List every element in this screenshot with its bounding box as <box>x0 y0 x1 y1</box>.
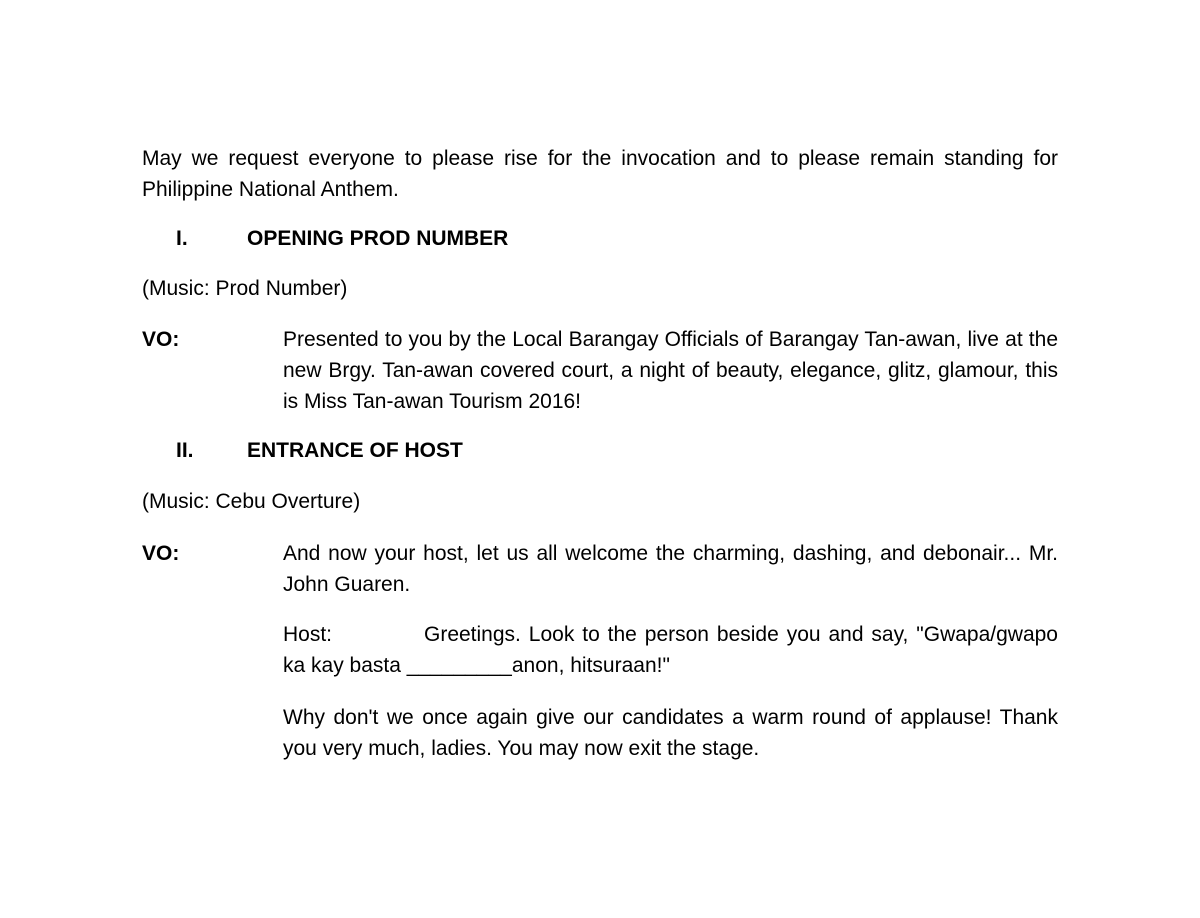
speaker-label: VO: <box>142 328 180 351</box>
vo-script-paragraph: Presented to you by the Local Barangay Officials of Barangay Tan-awan, live at the new Brgy. Tan-awan covered court, a night of beauty, elegance, glitz, glamour, this is Miss Tan-awan Tourism 2016! <box>283 328 1058 413</box>
section-numeral: II. <box>176 439 194 462</box>
vo-script-paragraph: And now your host, let us all welcome the charming, dashing, and debonair... Mr. John Guaren. <box>283 542 1058 596</box>
intro-paragraph: May we request everyone to please rise for the invocation and to please remain standing for Philippine National Anthem. <box>142 147 1058 201</box>
music-cue: (Music: Cebu Overture) <box>142 490 361 513</box>
section-heading-opening-prod-number <box>142 225 742 253</box>
host-label: Host: <box>283 623 333 646</box>
section-title: ENTRANCE OF HOST <box>247 439 463 462</box>
section-title: OPENING PROD NUMBER <box>247 227 509 250</box>
host-text: Greetings. Look to the person beside you and say, "Gwapa/gwapo ka kay basta _________anon, hitsuraan!" <box>283 623 1058 677</box>
closing-paragraph: Why don't we once again give our candidates a warm round of applause! Thank you very much, ladies. You may now exit the stage. <box>283 706 1058 760</box>
section-numeral: I. <box>176 227 188 250</box>
section-heading-entrance-of-host <box>142 437 742 465</box>
host-script-paragraph <box>283 619 1058 681</box>
speaker-label: VO: <box>142 542 180 565</box>
music-cue: (Music: Prod Number) <box>142 277 348 300</box>
